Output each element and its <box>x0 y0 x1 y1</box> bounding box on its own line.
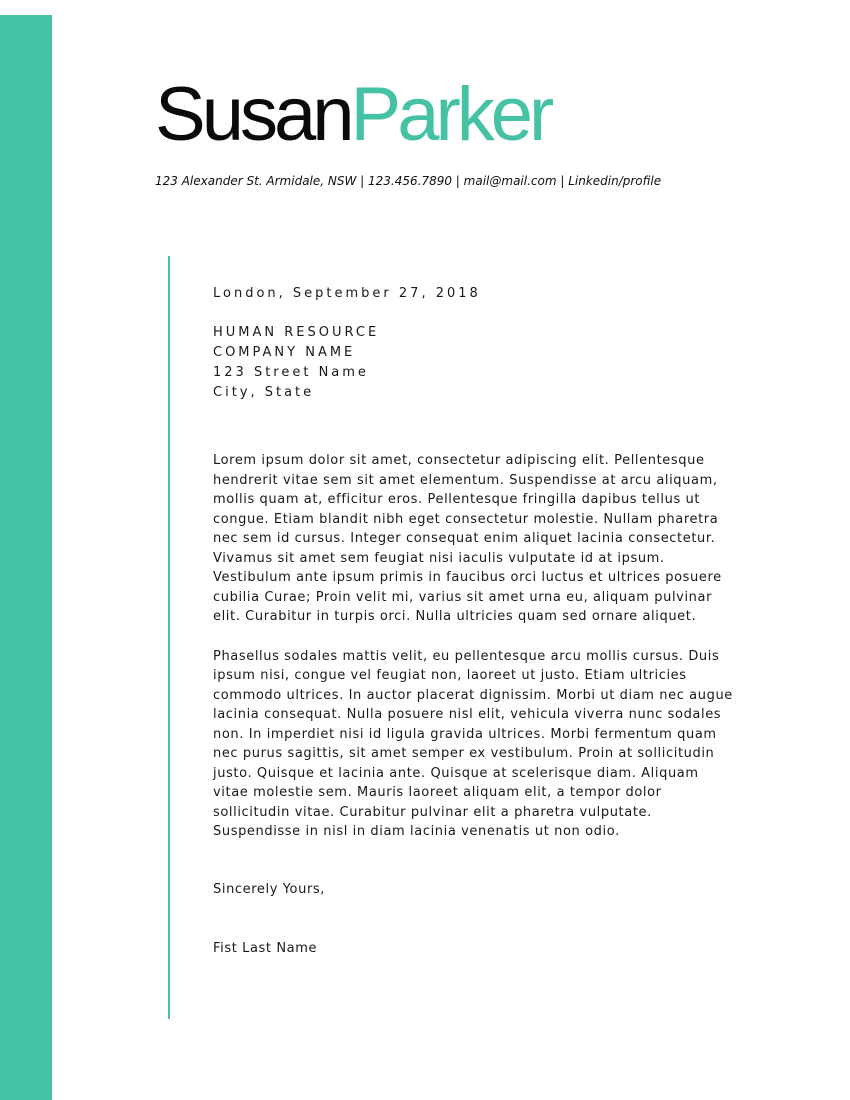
letter-body <box>213 284 733 959</box>
applicant-name <box>155 70 550 160</box>
signature-name: Fist Last Name <box>213 940 318 956</box>
vertical-divider-line <box>168 256 170 1019</box>
last-name: Parker <box>350 72 551 157</box>
contact-line: 123 Alexander St. Armidale, NSW | 123.456.7890 | mail@mail.com | Linkedin/profile <box>155 174 662 188</box>
body-paragraph-2: Phasellus sodales mattis velit, eu pellentesque arcu mollis cursus. Duis ipsum nisi, congue vel feugiat non, laoreet ut justo. Etiam ultricies commodo ultrices. In auctor placerat dignissim. Morbi ut diam nec augue lacinia consequat. Nulla posuere nisl elit, vehicula viverra nunc sodales non. In imperdiet nisi id ligula gravida ultrices. Morbi fermentum quam nec purus sagittis, sit amet semper ex vestibulum. Proin at sollicitudin justo. Quisque et lacinia ante. Quisque at scelerisque diam. Aliquam vitae molestie sem. Mauris laoreet aliquam elit, a tempor dolor sollicitudin vitae. Curabitur pulvinar elit a pharetra vulputate. Suspendisse in nisl in diam lacinia venenatis ut non odio. <box>213 648 733 839</box>
recipient-company: COMPANY NAME <box>213 345 356 360</box>
recipient-city-state: City, State <box>213 385 315 400</box>
recipient-street: 123 Street Name <box>213 365 369 380</box>
letter-date: London, September 27, 2018 <box>213 286 481 301</box>
closing-salutation: Sincerely Yours, <box>213 881 326 897</box>
body-paragraph-1: Lorem ipsum dolor sit amet, consectetur adipiscing elit. Pellentesque hendrerit vitae sem sit amet elementum. Suspendisse at arcu aliquam, mollis quam at, efficitur eros. Pellentesque fringilla dapibus tellus ut congue. Etiam blandit nibh eget consectetur molestie. Nullam pharetra nec sem id cursus. Integer consequat enim aliquet lacinia consectetur. Vivamus sit amet sem feugiat nisi iaculis vulputate id at ipsum. Vestibulum ante ipsum primis in faucibus orci luctus et ultrices posuere cubilia Curae; Proin velit mi, varius sit amet urna eu, aliquam pulvinar elit. Curabitur in turpis orci. Nulla ultricies quam sed ornare aliquet. <box>213 453 722 624</box>
accent-sidebar-bar <box>0 15 52 1100</box>
recipient-department: HUMAN RESOURCE <box>213 325 380 340</box>
recipient-block <box>213 323 733 403</box>
first-name: Susan <box>155 72 351 157</box>
